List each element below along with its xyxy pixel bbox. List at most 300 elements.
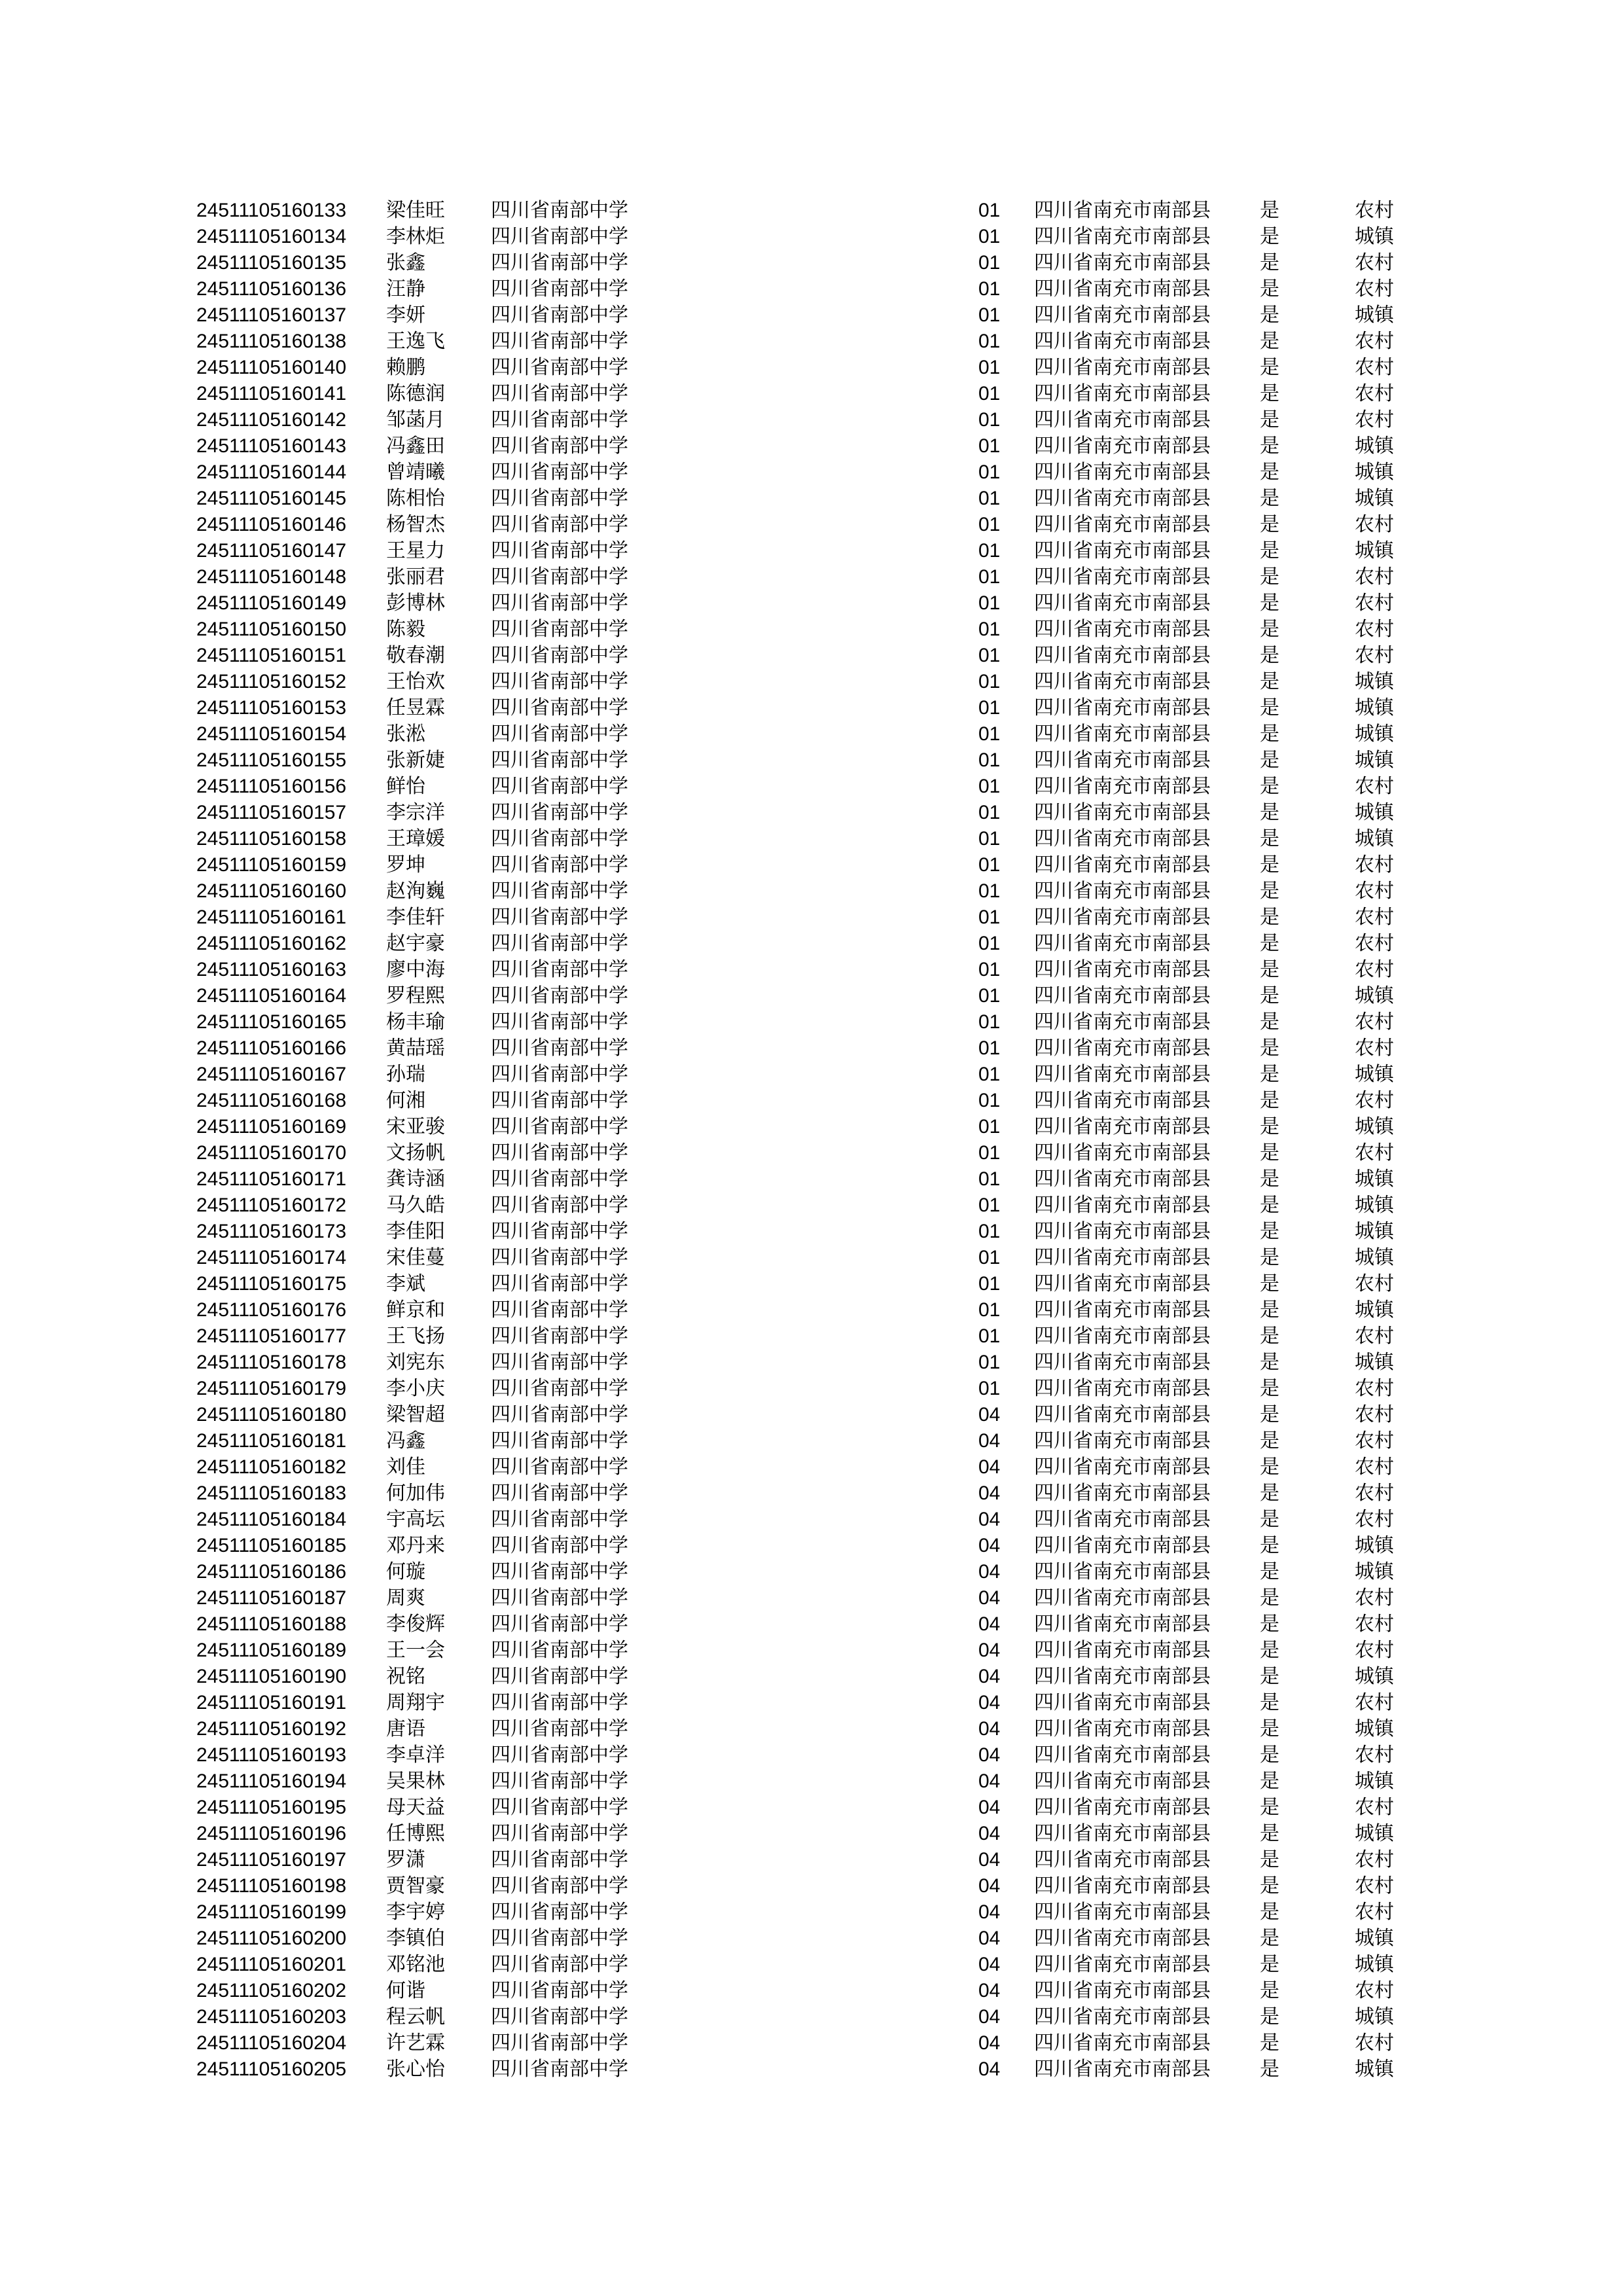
roster-table: [196, 198, 1407, 2083]
student-name-cell: 龚诗涵: [386, 1168, 445, 1191]
student-name-cell: 张丽君: [386, 565, 445, 588]
category-code-cell: 01: [978, 697, 1001, 719]
category-code-cell: 01: [978, 1037, 1001, 1059]
candidate-id-cell: 24511105160178: [196, 1352, 347, 1373]
candidate-id-cell: 24511105160174: [196, 1247, 347, 1268]
school-cell: 四川省南部中学: [491, 1848, 628, 1871]
residence-type-cell: 农村: [1355, 958, 1394, 981]
candidate-id-cell: 24511105160144: [196, 461, 347, 483]
table-row: [196, 1899, 1407, 1926]
eligibility-flag-cell: 是: [1260, 1639, 1279, 1662]
student-name-cell: 王一会: [386, 1639, 445, 1662]
candidate-id-cell: 24511105160164: [196, 985, 347, 1007]
student-name-cell: 罗坤: [386, 853, 425, 876]
eligibility-flag-cell: 是: [1260, 1194, 1279, 1217]
school-cell: 四川省南部中学: [491, 1508, 628, 1531]
category-code-cell: 01: [978, 854, 1001, 876]
eligibility-flag-cell: 是: [1260, 670, 1279, 693]
residence-type-cell: 城镇: [1355, 670, 1394, 693]
eligibility-flag-cell: 是: [1260, 1874, 1279, 1897]
candidate-id-cell: 24511105160163: [196, 959, 347, 980]
region-cell: 四川省南充市南部县: [1034, 1691, 1211, 1714]
eligibility-flag-cell: 是: [1260, 2005, 1279, 2028]
school-cell: 四川省南部中学: [491, 1744, 628, 1767]
region-cell: 四川省南充市南部县: [1034, 670, 1211, 693]
eligibility-flag-cell: 是: [1260, 2032, 1279, 2054]
school-cell: 四川省南部中学: [491, 696, 628, 719]
eligibility-flag-cell: 是: [1260, 1403, 1279, 1426]
student-name-cell: 鲜京和: [386, 1299, 445, 1321]
student-name-cell: 文扬帆: [386, 1141, 445, 1164]
table-row: [196, 1533, 1407, 1559]
table-row: [196, 355, 1407, 381]
school-cell: 四川省南部中学: [491, 1037, 628, 1060]
school-cell: 四川省南部中学: [491, 1560, 628, 1583]
eligibility-flag-cell: 是: [1260, 1927, 1279, 1950]
category-code-cell: 01: [978, 435, 1001, 457]
eligibility-flag-cell: 是: [1260, 1429, 1279, 1452]
table-row: [196, 643, 1407, 669]
region-cell: 四川省南充市南部县: [1034, 2032, 1211, 2054]
residence-type-cell: 农村: [1355, 1456, 1394, 1479]
school-cell: 四川省南部中学: [491, 1168, 628, 1191]
roster-table-body: [196, 198, 1407, 2083]
region-cell: 四川省南充市南部县: [1034, 1665, 1211, 1688]
student-name-cell: 张新婕: [386, 749, 445, 772]
candidate-id-cell: 24511105160135: [196, 252, 347, 274]
region-cell: 四川省南充市南部县: [1034, 1953, 1211, 1976]
candidate-id-cell: 24511105160188: [196, 1613, 347, 1635]
category-code-cell: 01: [978, 383, 1001, 404]
candidate-id-cell: 24511105160160: [196, 880, 347, 902]
student-name-cell: 贾智豪: [386, 1874, 445, 1897]
candidate-id-cell: 24511105160196: [196, 1823, 347, 1844]
residence-type-cell: 农村: [1355, 382, 1394, 405]
category-code-cell: 01: [978, 1090, 1001, 1111]
category-code-cell: 04: [978, 2058, 1001, 2080]
category-code-cell: 01: [978, 619, 1001, 640]
residence-type-cell: 农村: [1355, 1874, 1394, 1897]
region-cell: 四川省南充市南部县: [1034, 1403, 1211, 1426]
category-code-cell: 04: [978, 1404, 1001, 1426]
category-code-cell: 01: [978, 1299, 1001, 1321]
region-cell: 四川省南充市南部县: [1034, 487, 1211, 510]
student-name-cell: 李佳轩: [386, 906, 445, 929]
candidate-id-cell: 24511105160154: [196, 723, 347, 745]
table-row: [196, 459, 1407, 486]
table-row: [196, 2030, 1407, 2056]
student-name-cell: 罗潇: [386, 1848, 425, 1871]
school-cell: 四川省南部中学: [491, 932, 628, 955]
candidate-id-cell: 24511105160136: [196, 278, 347, 300]
region-cell: 四川省南充市南部县: [1034, 2005, 1211, 2028]
candidate-id-cell: 24511105160134: [196, 226, 347, 247]
table-row: [196, 381, 1407, 407]
student-name-cell: 陈毅: [386, 618, 425, 641]
residence-type-cell: 城镇: [1355, 1927, 1394, 1950]
table-row: [196, 826, 1407, 852]
region-cell: 四川省南充市南部县: [1034, 382, 1211, 405]
category-code-cell: 01: [978, 566, 1001, 588]
residence-type-cell: 农村: [1355, 1587, 1394, 1609]
student-name-cell: 程云帆: [386, 2005, 445, 2028]
residence-type-cell: 城镇: [1355, 1665, 1394, 1688]
school-cell: 四川省南部中学: [491, 1325, 628, 1348]
eligibility-flag-cell: 是: [1260, 356, 1279, 379]
region-cell: 四川省南充市南部县: [1034, 696, 1211, 719]
table-row: [196, 1742, 1407, 1768]
school-cell: 四川省南部中学: [491, 1979, 628, 2002]
table-row: [196, 1768, 1407, 1795]
table-row: [196, 2004, 1407, 2030]
student-name-cell: 赖鹏: [386, 356, 425, 379]
table-row: [196, 1690, 1407, 1716]
student-name-cell: 周翔宇: [386, 1691, 445, 1714]
school-cell: 四川省南部中学: [491, 251, 628, 274]
region-cell: 四川省南充市南部县: [1034, 1115, 1211, 1138]
candidate-id-cell: 24511105160204: [196, 2032, 347, 2054]
student-name-cell: 马久皓: [386, 1194, 445, 1217]
region-cell: 四川省南充市南部县: [1034, 1063, 1211, 1086]
table-row: [196, 486, 1407, 512]
eligibility-flag-cell: 是: [1260, 408, 1279, 431]
school-cell: 四川省南部中学: [491, 1482, 628, 1505]
region-cell: 四川省南充市南部县: [1034, 723, 1211, 745]
residence-type-cell: 城镇: [1355, 2005, 1394, 2028]
category-code-cell: 01: [978, 1142, 1001, 1164]
student-name-cell: 任博熙: [386, 1822, 445, 1845]
residence-type-cell: 城镇: [1355, 1194, 1394, 1217]
category-code-cell: 04: [978, 2006, 1001, 2028]
student-name-cell: 何湘: [386, 1089, 425, 1112]
student-name-cell: 母天益: [386, 1796, 445, 1819]
region-cell: 四川省南充市南部县: [1034, 932, 1211, 955]
region-cell: 四川省南充市南部县: [1034, 775, 1211, 798]
category-code-cell: 01: [978, 461, 1001, 483]
student-name-cell: 何谐: [386, 1979, 425, 2002]
residence-type-cell: 城镇: [1355, 461, 1394, 484]
student-name-cell: 张淞: [386, 723, 425, 745]
region-cell: 四川省南充市南部县: [1034, 1325, 1211, 1348]
eligibility-flag-cell: 是: [1260, 958, 1279, 981]
region-cell: 四川省南充市南部县: [1034, 1377, 1211, 1400]
category-code-cell: 01: [978, 645, 1001, 666]
candidate-id-cell: 24511105160184: [196, 1509, 347, 1530]
residence-type-cell: 农村: [1355, 1848, 1394, 1871]
student-name-cell: 宇高坛: [386, 1508, 445, 1531]
student-name-cell: 周爽: [386, 1587, 425, 1609]
eligibility-flag-cell: 是: [1260, 1141, 1279, 1164]
category-code-cell: 01: [978, 357, 1001, 378]
residence-type-cell: 农村: [1355, 1796, 1394, 1819]
student-name-cell: 李镇伯: [386, 1927, 445, 1950]
candidate-id-cell: 24511105160162: [196, 933, 347, 954]
residence-type-cell: 城镇: [1355, 696, 1394, 719]
eligibility-flag-cell: 是: [1260, 1508, 1279, 1531]
table-row: [196, 1402, 1407, 1428]
table-row: [196, 1088, 1407, 1114]
region-cell: 四川省南充市南部县: [1034, 1560, 1211, 1583]
region-cell: 四川省南充市南部县: [1034, 749, 1211, 772]
residence-type-cell: 农村: [1355, 1089, 1394, 1112]
category-code-cell: 04: [978, 1430, 1001, 1452]
school-cell: 四川省南部中学: [491, 1089, 628, 1112]
table-row: [196, 512, 1407, 538]
residence-type-cell: 城镇: [1355, 1168, 1394, 1191]
region-cell: 四川省南充市南部县: [1034, 1351, 1211, 1374]
category-code-cell: 04: [978, 1613, 1001, 1635]
residence-type-cell: 城镇: [1355, 2058, 1394, 2081]
school-cell: 四川省南部中学: [491, 827, 628, 850]
table-row: [196, 1847, 1407, 1873]
eligibility-flag-cell: 是: [1260, 1534, 1279, 1557]
eligibility-flag-cell: 是: [1260, 1246, 1279, 1269]
student-name-cell: 唐语: [386, 1717, 425, 1740]
eligibility-flag-cell: 是: [1260, 278, 1279, 300]
region-cell: 四川省南充市南部县: [1034, 1822, 1211, 1845]
candidate-id-cell: 24511105160199: [196, 1901, 347, 1923]
eligibility-flag-cell: 是: [1260, 592, 1279, 615]
category-code-cell: 01: [978, 278, 1001, 300]
candidate-id-cell: 24511105160166: [196, 1037, 347, 1059]
eligibility-flag-cell: 是: [1260, 1691, 1279, 1714]
residence-type-cell: 农村: [1355, 1429, 1394, 1452]
category-code-cell: 04: [978, 1692, 1001, 1713]
candidate-id-cell: 24511105160170: [196, 1142, 347, 1164]
eligibility-flag-cell: 是: [1260, 696, 1279, 719]
eligibility-flag-cell: 是: [1260, 1665, 1279, 1688]
category-code-cell: 01: [978, 304, 1001, 326]
school-cell: 四川省南部中学: [491, 592, 628, 615]
school-cell: 四川省南部中学: [491, 278, 628, 300]
eligibility-flag-cell: 是: [1260, 1979, 1279, 2002]
school-cell: 四川省南部中学: [491, 906, 628, 929]
school-cell: 四川省南部中学: [491, 1011, 628, 1033]
category-code-cell: 01: [978, 409, 1001, 431]
school-cell: 四川省南部中学: [491, 1691, 628, 1714]
category-code-cell: 01: [978, 1168, 1001, 1190]
region-cell: 四川省南充市南部县: [1034, 1168, 1211, 1191]
category-code-cell: 04: [978, 1718, 1001, 1740]
candidate-id-cell: 24511105160142: [196, 409, 347, 431]
student-name-cell: 李斌: [386, 1272, 425, 1295]
table-row: [196, 617, 1407, 643]
candidate-id-cell: 24511105160145: [196, 488, 347, 509]
candidate-id-cell: 24511105160182: [196, 1456, 347, 1478]
candidate-id-cell: 24511105160180: [196, 1404, 347, 1426]
category-code-cell: 04: [978, 1797, 1001, 1818]
school-cell: 四川省南部中学: [491, 1194, 628, 1217]
region-cell: 四川省南充市南部县: [1034, 251, 1211, 274]
student-name-cell: 李卓洋: [386, 1744, 445, 1767]
school-cell: 四川省南部中学: [491, 1351, 628, 1374]
school-cell: 四川省南部中学: [491, 1220, 628, 1243]
region-cell: 四川省南充市南部县: [1034, 1874, 1211, 1897]
eligibility-flag-cell: 是: [1260, 932, 1279, 955]
region-cell: 四川省南充市南部县: [1034, 1482, 1211, 1505]
school-cell: 四川省南部中学: [491, 1377, 628, 1400]
school-cell: 四川省南部中学: [491, 356, 628, 379]
residence-type-cell: 城镇: [1355, 1770, 1394, 1793]
table-row: [196, 538, 1407, 564]
candidate-id-cell: 24511105160137: [196, 304, 347, 326]
candidate-id-cell: 24511105160200: [196, 1928, 347, 1949]
residence-type-cell: 农村: [1355, 775, 1394, 798]
candidate-id-cell: 24511105160150: [196, 619, 347, 640]
candidate-id-cell: 24511105160143: [196, 435, 347, 457]
eligibility-flag-cell: 是: [1260, 644, 1279, 667]
candidate-id-cell: 24511105160141: [196, 383, 347, 404]
region-cell: 四川省南充市南部县: [1034, 1796, 1211, 1819]
student-name-cell: 彭博林: [386, 592, 445, 615]
region-cell: 四川省南充市南部县: [1034, 1089, 1211, 1112]
region-cell: 四川省南充市南部县: [1034, 984, 1211, 1007]
student-name-cell: 邓丹来: [386, 1534, 445, 1557]
category-code-cell: 04: [978, 1456, 1001, 1478]
category-code-cell: 01: [978, 1273, 1001, 1295]
candidate-id-cell: 24511105160168: [196, 1090, 347, 1111]
category-code-cell: 01: [978, 1378, 1001, 1399]
student-name-cell: 张鑫: [386, 251, 425, 274]
residence-type-cell: 城镇: [1355, 1115, 1394, 1138]
school-cell: 四川省南部中学: [491, 1115, 628, 1138]
residence-type-cell: 农村: [1355, 1377, 1394, 1400]
residence-type-cell: 农村: [1355, 2032, 1394, 2054]
table-row: [196, 878, 1407, 905]
eligibility-flag-cell: 是: [1260, 1456, 1279, 1479]
student-name-cell: 杨丰瑜: [386, 1011, 445, 1033]
residence-type-cell: 农村: [1355, 565, 1394, 588]
school-cell: 四川省南部中学: [491, 1141, 628, 1164]
student-name-cell: 许艺霖: [386, 2032, 445, 2054]
student-name-cell: 刘宪东: [386, 1351, 445, 1374]
eligibility-flag-cell: 是: [1260, 1272, 1279, 1295]
residence-type-cell: 农村: [1355, 618, 1394, 641]
student-name-cell: 李林炬: [386, 225, 445, 248]
residence-type-cell: 城镇: [1355, 827, 1394, 850]
category-code-cell: 04: [978, 1901, 1001, 1923]
eligibility-flag-cell: 是: [1260, 1037, 1279, 1060]
table-row: [196, 1821, 1407, 1847]
category-code-cell: 01: [978, 1116, 1001, 1138]
candidate-id-cell: 24511105160152: [196, 671, 347, 692]
region-cell: 四川省南充市南部县: [1034, 1220, 1211, 1243]
category-code-cell: 01: [978, 592, 1001, 614]
candidate-id-cell: 24511105160183: [196, 1482, 347, 1504]
candidate-id-cell: 24511105160172: [196, 1194, 347, 1216]
region-cell: 四川省南充市南部县: [1034, 958, 1211, 981]
category-code-cell: 04: [978, 1744, 1001, 1766]
eligibility-flag-cell: 是: [1260, 775, 1279, 798]
table-row: [196, 1585, 1407, 1611]
table-row: [196, 983, 1407, 1009]
category-code-cell: 01: [978, 331, 1001, 352]
student-name-cell: 任昱霖: [386, 696, 445, 719]
residence-type-cell: 农村: [1355, 1482, 1394, 1505]
student-name-cell: 冯鑫田: [386, 435, 445, 457]
region-cell: 四川省南充市南部县: [1034, 906, 1211, 929]
school-cell: 四川省南部中学: [491, 565, 628, 588]
category-code-cell: 01: [978, 828, 1001, 850]
region-cell: 四川省南充市南部县: [1034, 461, 1211, 484]
candidate-id-cell: 24511105160186: [196, 1561, 347, 1583]
table-row: [196, 1035, 1407, 1062]
student-name-cell: 祝铭: [386, 1665, 425, 1688]
student-name-cell: 杨智杰: [386, 513, 445, 536]
student-name-cell: 梁佳旺: [386, 199, 445, 222]
school-cell: 四川省南部中学: [491, 487, 628, 510]
eligibility-flag-cell: 是: [1260, 565, 1279, 588]
eligibility-flag-cell: 是: [1260, 906, 1279, 929]
table-row: [196, 329, 1407, 355]
candidate-id-cell: 24511105160133: [196, 200, 347, 221]
school-cell: 四川省南部中学: [491, 225, 628, 248]
residence-type-cell: 城镇: [1355, 984, 1394, 1007]
table-row: [196, 1062, 1407, 1088]
candidate-id-cell: 24511105160197: [196, 1849, 347, 1871]
eligibility-flag-cell: 是: [1260, 1796, 1279, 1819]
student-name-cell: 何璇: [386, 1560, 425, 1583]
student-name-cell: 曾靖曦: [386, 461, 445, 484]
eligibility-flag-cell: 是: [1260, 1299, 1279, 1321]
eligibility-flag-cell: 是: [1260, 513, 1279, 536]
category-code-cell: 01: [978, 723, 1001, 745]
eligibility-flag-cell: 是: [1260, 1822, 1279, 1845]
residence-type-cell: 农村: [1355, 278, 1394, 300]
candidate-id-cell: 24511105160159: [196, 854, 347, 876]
candidate-id-cell: 24511105160187: [196, 1587, 347, 1609]
region-cell: 四川省南充市南部县: [1034, 1534, 1211, 1557]
eligibility-flag-cell: 是: [1260, 251, 1279, 274]
category-code-cell: 04: [978, 1928, 1001, 1949]
eligibility-flag-cell: 是: [1260, 1482, 1279, 1505]
student-name-cell: 李佳阳: [386, 1220, 445, 1243]
category-code-cell: 04: [978, 1587, 1001, 1609]
candidate-id-cell: 24511105160156: [196, 776, 347, 797]
residence-type-cell: 农村: [1355, 906, 1394, 929]
student-name-cell: 陈相怡: [386, 487, 445, 510]
residence-type-cell: 农村: [1355, 1744, 1394, 1767]
candidate-id-cell: 24511105160185: [196, 1535, 347, 1556]
table-row: [196, 1140, 1407, 1166]
student-name-cell: 廖中海: [386, 958, 445, 981]
candidate-id-cell: 24511105160157: [196, 802, 347, 823]
category-code-cell: 04: [978, 1535, 1001, 1556]
school-cell: 四川省南部中学: [491, 1587, 628, 1609]
residence-type-cell: 农村: [1355, 1037, 1394, 1060]
residence-type-cell: 农村: [1355, 1011, 1394, 1033]
table-row: [196, 669, 1407, 695]
category-code-cell: 01: [978, 959, 1001, 980]
school-cell: 四川省南部中学: [491, 670, 628, 693]
category-code-cell: 01: [978, 933, 1001, 954]
region-cell: 四川省南充市南部县: [1034, 1901, 1211, 1924]
residence-type-cell: 城镇: [1355, 435, 1394, 457]
candidate-id-cell: 24511105160201: [196, 1954, 347, 1975]
residence-type-cell: 农村: [1355, 1613, 1394, 1636]
region-cell: 四川省南充市南部县: [1034, 1456, 1211, 1479]
region-cell: 四川省南充市南部县: [1034, 1744, 1211, 1767]
region-cell: 四川省南充市南部县: [1034, 1141, 1211, 1164]
candidate-id-cell: 24511105160149: [196, 592, 347, 614]
residence-type-cell: 农村: [1355, 644, 1394, 667]
table-row: [196, 1114, 1407, 1140]
eligibility-flag-cell: 是: [1260, 723, 1279, 745]
region-cell: 四川省南充市南部县: [1034, 827, 1211, 850]
residence-type-cell: 农村: [1355, 330, 1394, 353]
table-row: [196, 1271, 1407, 1297]
category-code-cell: 01: [978, 776, 1001, 797]
